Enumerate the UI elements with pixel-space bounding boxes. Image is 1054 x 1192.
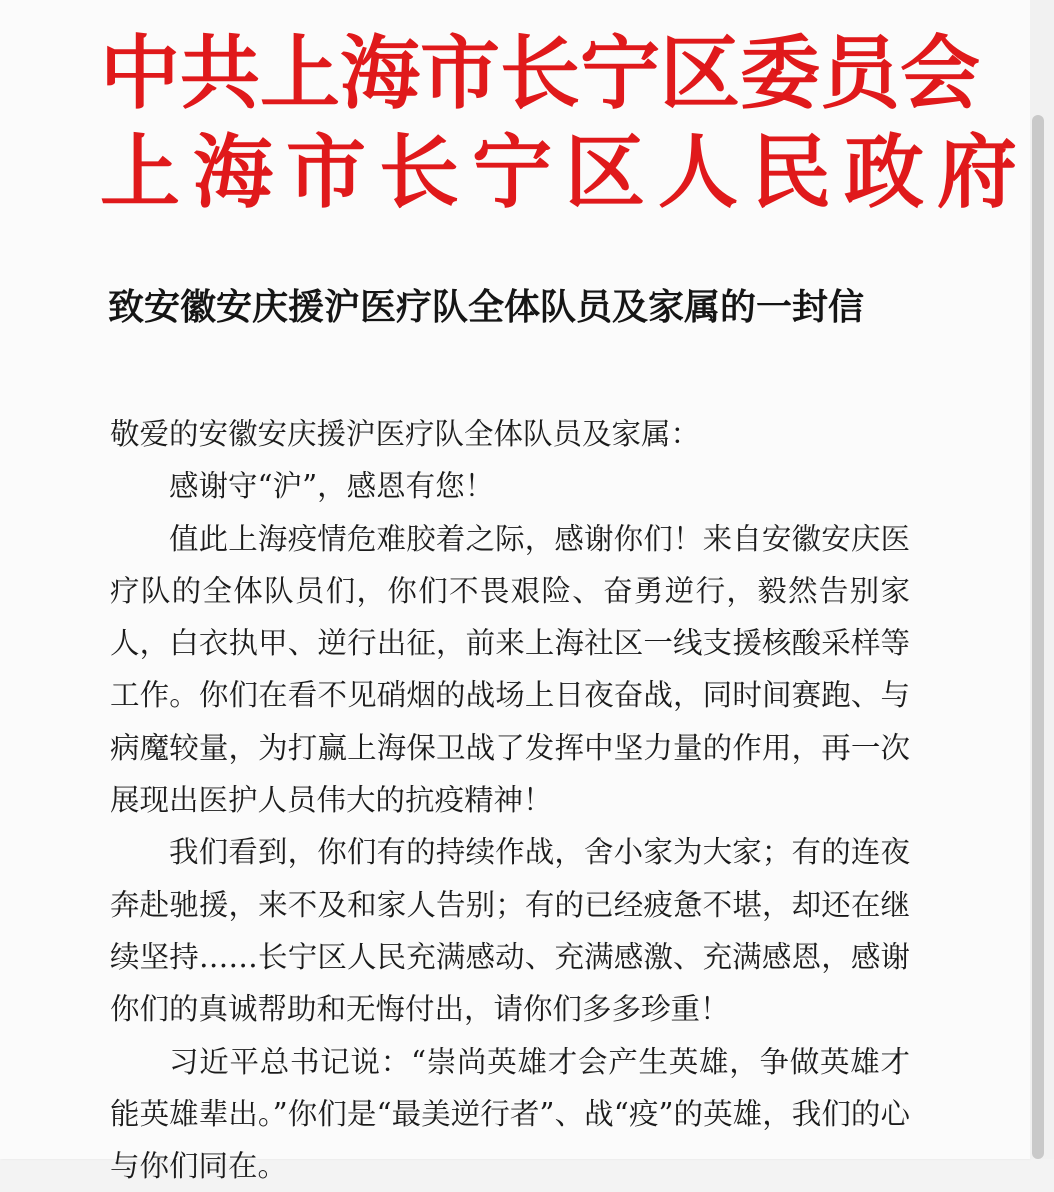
issuer-district-government: 上海市长宁区人民政府 [100, 125, 1030, 219]
letter-paragraph: 感谢守“沪”，感恩有您！ [169, 469, 495, 504]
letter-paragraph: 我们看到，你们有的持续作战，舍小家为大家；有的连夜奔赴驰援，来不及和家人告别；有的已经疲惫不堪，却还在继续坚持……长宁区人民充满感动、充满感激、充满感恩，感谢你们的真诚帮助和无悔付出，请你们多多珍重！ [110, 835, 910, 1027]
letter-title: 致安徽安庆援沪医疗队全体队员及家属的一封信 [108, 286, 865, 328]
letter-salutation: 敬爱的安徽安庆援沪医疗队全体队员及家属： [110, 417, 701, 451]
issuer-party-committee: 中共上海市长宁区委员会 [100, 26, 980, 120]
scrollbar-thumb[interactable] [1032, 115, 1044, 1159]
letter-paragraph: 习近平总书记说：“崇尚英雄才会产生英雄，争做英雄才能英雄辈出。”你们是“最美逆行者”、战“疫”的英雄，我们的心与你们同在。 [110, 1044, 910, 1184]
letter-paragraph: 值此上海疫情危难胶着之际，感谢你们！来自安徽安庆医疗队的全体队员们，你们不畏艰险、奋勇逆行，毅然告别家人，白衣执甲、逆行出征，前来上海社区一线支援核酸采样等工作。你们在看不见硝烟的战场上日夜奋战，同时间赛跑、与病魔较量，为打赢上海保卫战了发挥中坚力量的作用，再一次展现出医护人员伟大的抗疫精神！ [110, 521, 910, 818]
letter-body [110, 408, 910, 1192]
